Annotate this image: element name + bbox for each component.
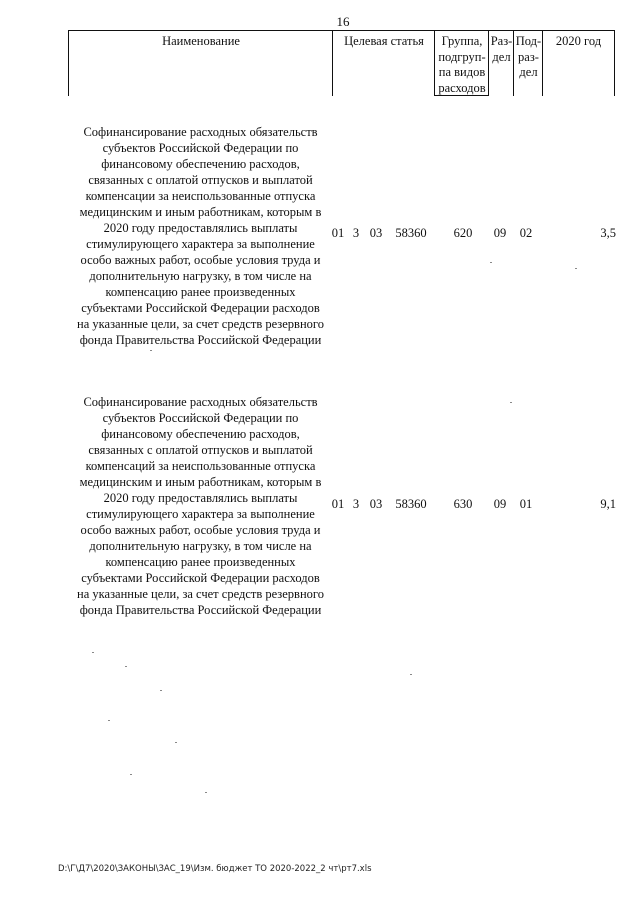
row-2-code-subprogram: 3 [352,497,360,511]
name-line: медицинским и иным работникам, которым в [79,205,322,219]
name-line: компенсаций за неиспользованные отпуска [85,459,316,473]
name-line: дополнительную нагрузку, в том числе на [89,269,312,283]
name-line: 2020 году предоставлялись выплаты [103,221,298,235]
name-line: стимулирующего характера за выполнение [86,237,315,251]
scan-speck [575,268,577,269]
row-2-code-direction: 58360 [395,497,427,511]
row-2-podrazdel: 01 [519,497,533,511]
header-year: 2020 год [542,30,615,96]
row-1-code-subprogram: 3 [352,226,360,240]
header-podrazdel-line: Под- [515,34,542,48]
name-line: компенсацию ранее произведенных [105,285,296,299]
name-line: субъектами Российской Федерации расходов [81,301,320,315]
name-line: связанных с оплатой отпусков и выплатой [88,173,313,187]
row-1-code-direction: 58360 [395,226,427,240]
page-number: 16 [336,14,350,29]
name-line: особо важных работ, особые условия труда и [80,253,321,267]
name-line: дополнительную нагрузку, в том числе на [89,539,312,553]
scan-speck [92,652,94,653]
scan-speck [205,792,207,793]
name-line: фонда Правительства Российской Федерации [79,603,322,617]
row-2-code-program: 01 [331,497,345,511]
header-razdel-line: дел [492,49,511,64]
header-podrazdel [513,30,543,96]
name-line: на указанные цели, за счет средств резервного [77,587,324,601]
scan-speck [410,674,412,675]
name-line: фонда Правительства Российской Федерации [79,333,322,347]
name-line: финансовому обеспечению расходов, [101,157,300,171]
header-razdel-line: Раз- [490,34,513,48]
name-line: финансовому обеспечению расходов, [101,427,300,441]
row-1-amount: 3,5 [600,226,616,240]
scan-speck [108,720,110,721]
row-1-podrazdel: 02 [519,226,533,240]
header-group-line: расходов [438,80,486,95]
row-1-code-main-event: 03 [369,226,383,240]
name-line: особо важных работ, особые условия труда и [80,523,321,537]
footer-file-path: D:\Г\Д7\2020\ЗАКОНЫ\ЗАС_19\Изм. бюджет ТО 2020-2022_2 чт\рт7.xls [58,864,372,874]
row-2-amount: 9,1 [600,497,616,511]
name-line: компенсацию ранее произведенных [105,555,296,569]
name-line: стимулирующего характера за выполнение [86,507,315,521]
scan-speck [490,262,492,263]
scan-speck [175,742,177,743]
scan-speck [160,690,162,691]
scan-speck [150,350,152,351]
row-1-razdel: 09 [493,226,507,240]
header-podrazdel-line: раз- [518,49,539,64]
header-name: Наименование [68,30,333,96]
row-1-code-program: 01 [331,226,345,240]
header-podrazdel-line: дел [519,65,538,79]
row-1-name [68,124,333,348]
scan-speck [510,402,512,403]
row-2-code-main-event: 03 [369,497,383,511]
row-2-name [68,394,333,618]
header-target-article: Целевая статья [332,30,435,96]
name-line: субъектов Российской Федерации по [102,141,299,155]
header-razdel [488,30,514,96]
name-line: на указанные цели, за счет средств резервного [77,317,324,331]
name-line: Софинансирование расходных обязательств [83,395,318,409]
header-group-line: па видов [438,65,486,79]
name-line: 2020 году предоставлялись выплаты [103,491,298,505]
header-group-line: подгруп- [438,49,486,64]
name-line: компенсации за неиспользованные отпуска [85,189,316,203]
name-line: связанных с оплатой отпусков и выплатой [88,443,313,457]
name-line: субъектов Российской Федерации по [102,411,299,425]
scan-speck [130,774,132,775]
name-line: Софинансирование расходных обязательств [83,125,318,139]
scan-speck [125,666,127,667]
header-group-line: Группа, [441,34,483,48]
row-2-razdel: 09 [493,497,507,511]
name-line: субъектами Российской Федерации расходов [81,571,320,585]
header-group [434,30,489,96]
name-line: медицинским и иным работникам, которым в [79,475,322,489]
row-2-group: 630 [453,497,473,511]
row-1-group: 620 [453,226,473,240]
